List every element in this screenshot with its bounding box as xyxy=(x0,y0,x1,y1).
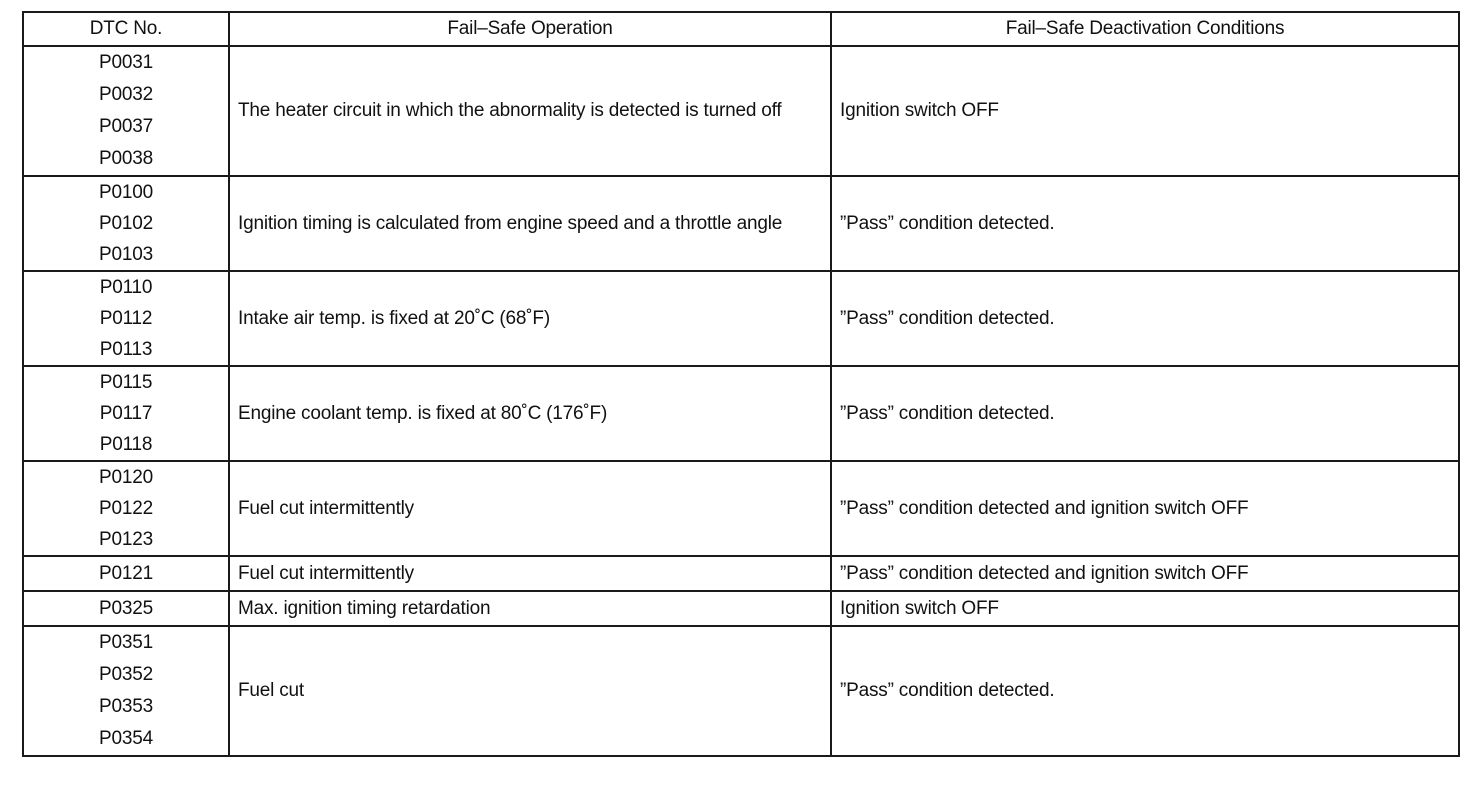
table-row xyxy=(23,366,1459,461)
dtc-code: P0115 xyxy=(99,372,153,393)
dtc-code: P0117 xyxy=(99,403,153,424)
dtc-code: P0353 xyxy=(99,696,153,717)
deactivation-condition-cell: Ignition switch OFF xyxy=(831,591,1459,626)
header-dtc-no: DTC No. xyxy=(23,12,229,46)
deactivation-condition-cell: ”Pass” condition detected. xyxy=(831,176,1459,271)
dtc-code: P0352 xyxy=(99,664,153,685)
dtc-code: P0032 xyxy=(99,84,153,105)
fail-safe-table xyxy=(22,11,1460,757)
dtc-code: P0102 xyxy=(99,213,153,234)
dtc-codes-cell xyxy=(23,591,229,626)
fail-safe-operation-cell: Max. ignition timing retardation xyxy=(229,591,831,626)
table-row xyxy=(23,176,1459,271)
table-row xyxy=(23,46,1459,176)
header-fail-safe-operation: Fail–Safe Operation xyxy=(229,12,831,46)
dtc-code: P0110 xyxy=(99,277,153,298)
deactivation-condition-cell: ”Pass” condition detected. xyxy=(831,366,1459,461)
table-row xyxy=(23,556,1459,591)
fail-safe-operation-cell: Engine coolant temp. is fixed at 80˚C (176˚F) xyxy=(229,366,831,461)
dtc-codes-cell xyxy=(23,176,229,271)
dtc-code: P0122 xyxy=(99,498,153,519)
fail-safe-operation-cell: The heater circuit in which the abnormality is detected is turned off xyxy=(229,46,831,176)
dtc-codes-cell xyxy=(23,366,229,461)
dtc-codes-cell xyxy=(23,556,229,591)
table-row xyxy=(23,461,1459,556)
header-deactivation-conditions: Fail–Safe Deactivation Conditions xyxy=(831,12,1459,46)
deactivation-condition-cell: ”Pass” condition detected. xyxy=(831,626,1459,756)
table-row xyxy=(23,626,1459,756)
fail-safe-operation-cell: Ignition timing is calculated from engine speed and a throttle angle xyxy=(229,176,831,271)
fail-safe-operation-cell: Fuel cut intermittently xyxy=(229,556,831,591)
dtc-code: P0031 xyxy=(99,52,153,73)
dtc-codes-cell xyxy=(23,46,229,176)
deactivation-condition-cell: ”Pass” condition detected. xyxy=(831,271,1459,366)
dtc-code: P0121 xyxy=(99,562,153,584)
dtc-code: P0354 xyxy=(99,728,153,749)
dtc-code: P0123 xyxy=(99,529,153,550)
dtc-codes-cell xyxy=(23,461,229,556)
deactivation-condition-cell: ”Pass” condition detected and ignition switch OFF xyxy=(831,556,1459,591)
dtc-code: P0038 xyxy=(99,148,153,169)
dtc-code: P0351 xyxy=(99,632,153,653)
dtc-code: P0113 xyxy=(99,339,153,360)
dtc-codes-cell xyxy=(23,626,229,756)
dtc-code: P0100 xyxy=(99,182,153,203)
deactivation-condition-cell: Ignition switch OFF xyxy=(831,46,1459,176)
dtc-code: P0325 xyxy=(99,597,153,619)
fail-safe-operation-cell: Fuel cut xyxy=(229,626,831,756)
dtc-code: P0118 xyxy=(99,434,153,455)
fail-safe-operation-cell: Intake air temp. is fixed at 20˚C (68˚F) xyxy=(229,271,831,366)
dtc-code: P0037 xyxy=(99,116,153,137)
table-row xyxy=(23,591,1459,626)
table-row xyxy=(23,271,1459,366)
header-row xyxy=(23,12,1459,46)
dtc-code: P0112 xyxy=(99,308,153,329)
fail-safe-operation-cell: Fuel cut intermittently xyxy=(229,461,831,556)
dtc-code: P0103 xyxy=(99,244,153,265)
dtc-code: P0120 xyxy=(99,467,153,488)
dtc-codes-cell xyxy=(23,271,229,366)
deactivation-condition-cell: ”Pass” condition detected and ignition switch OFF xyxy=(831,461,1459,556)
